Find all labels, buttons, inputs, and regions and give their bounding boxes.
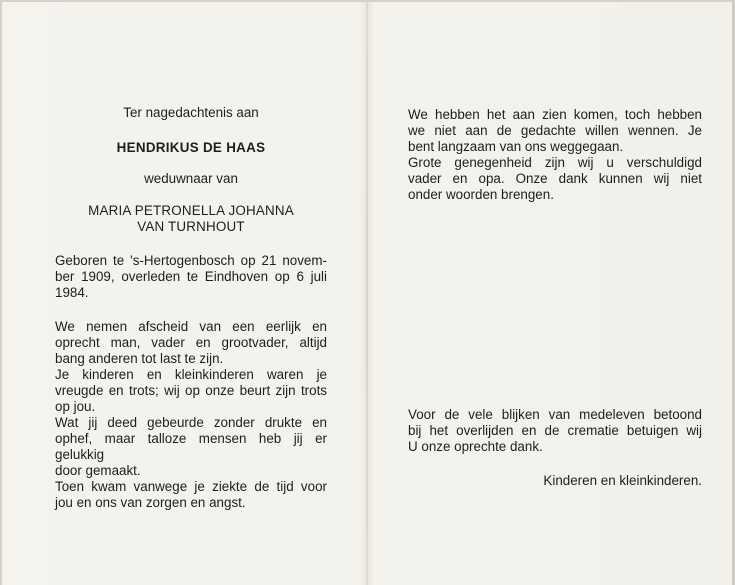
spouse-name-line: VAN TURNHOUT xyxy=(137,219,245,234)
text-line: vreugde en trots; wij op onze beurt zijn trots xyxy=(55,383,327,398)
text-line: U onze oprechte dank. xyxy=(408,439,543,454)
text-line: jou en ons van zorgen en angst. xyxy=(55,495,246,510)
right-page xyxy=(408,107,702,203)
spouse-name xyxy=(55,203,327,235)
text-line: Je kinderen en kleinkinderen waren je xyxy=(55,367,327,382)
text-line: We nemen afscheid van een eerlijk en xyxy=(55,319,327,334)
text-line: Voor de vele blijken van medeleven betoond xyxy=(408,407,702,422)
spouse-name-line: MARIA PETRONELLA JOHANNA xyxy=(88,203,294,218)
text-line: 1984. xyxy=(55,285,89,300)
widower-of-text: weduwnaar van xyxy=(144,171,238,186)
birth-death-paragraph xyxy=(55,253,327,301)
farewell-paragraph xyxy=(55,319,327,511)
reflection-paragraph xyxy=(408,107,702,203)
center-fold xyxy=(366,0,368,585)
text-line: onder woorden brengen. xyxy=(408,187,554,202)
thanks-paragraph xyxy=(408,407,702,455)
text-line: we niet aan de gedachte willen wennen. Je xyxy=(408,123,702,138)
text-line: Wat jij deed gebeurde zonder drukte en xyxy=(55,415,327,430)
text-line: vader en opa. Onze dank kunnen wij niet xyxy=(408,171,702,186)
text-line: op jou. xyxy=(55,399,96,414)
text-line: Toen kwam vanwege je ziekte de tijd voor xyxy=(55,479,327,494)
text-line: Geboren te 's-Hertogenbosch op 21 novem- xyxy=(55,253,327,268)
text-line: oprecht man, vader en grootvader, altijd xyxy=(55,335,327,350)
card-left-edge xyxy=(0,0,2,585)
left-page xyxy=(55,105,327,511)
text-line: bij het overlijden en de crematie betuigen wij xyxy=(408,423,702,438)
text-line: bang anderen tot last te zijn. xyxy=(55,351,224,366)
deceased-name: HENDRIKUS DE HAAS xyxy=(116,140,266,155)
text-line: ber 1909, overleden te Eindhoven op 6 juli xyxy=(55,269,327,284)
text-line: Grote genegenheid zijn wij u verschuldigd xyxy=(408,155,702,170)
intro-text: Ter nagedachtenis aan xyxy=(123,105,259,120)
text-line: We hebben het aan zien komen, toch hebben xyxy=(408,107,702,122)
text-line: ophef, maar talloze mensen heb jij er gelukkig xyxy=(55,431,327,462)
signature-line: Kinderen en kleinkinderen. xyxy=(543,473,702,488)
text-line: door gemaakt. xyxy=(55,463,141,478)
text-line: bent langzaam van ons weggegaan. xyxy=(408,139,624,154)
